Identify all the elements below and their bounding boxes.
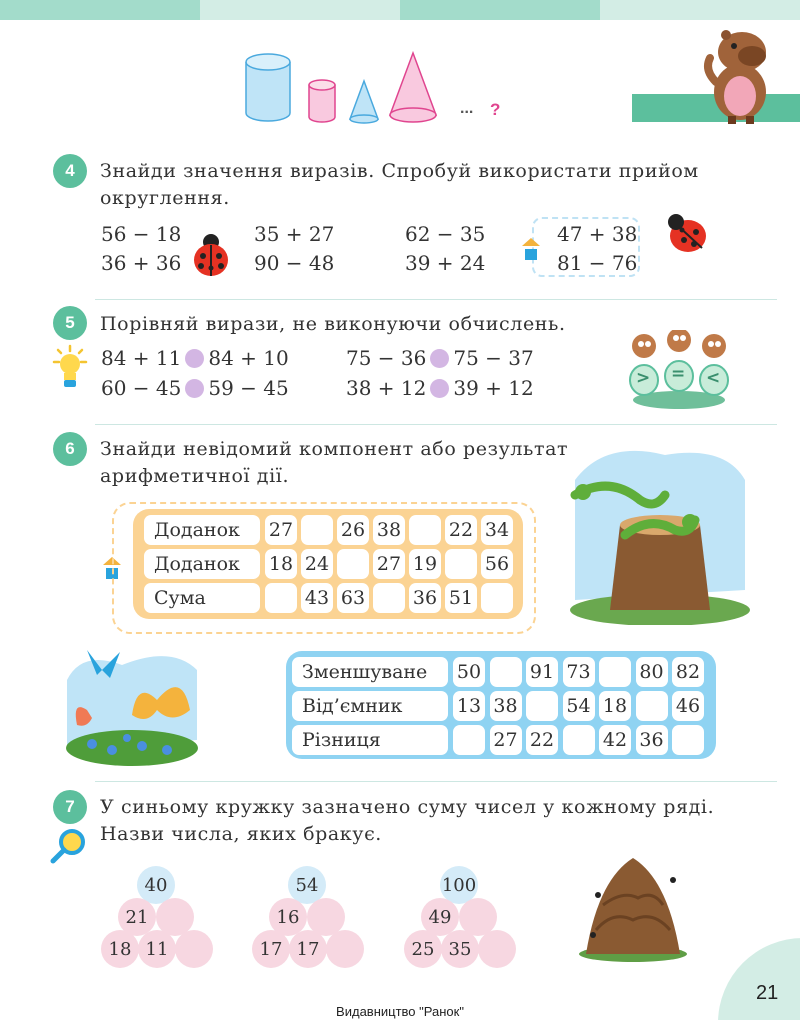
addition-table-cell[interactable] [373,583,405,613]
subtraction-table-cell: 73 [563,657,595,687]
section-divider [95,781,777,782]
magnifier-icon [48,826,88,866]
addition-table-cell: 36 [409,583,441,613]
shapes-question-mark: ? [490,100,501,119]
pyramid-number-circle[interactable] [326,930,364,968]
subtraction-table-cell: 13 [453,691,485,721]
task-4-number: 4 [53,154,87,188]
addition-table-cell[interactable] [337,549,369,579]
addition-table-row-label: Доданок [144,515,260,545]
task-6-text-line1: Знайди невідомий компонент або результат [100,438,569,460]
task-4-expression: 90 − 48 [254,251,335,275]
task-5-text: Порівняй вирази, не виконуючи обчислень. [100,313,566,335]
task-4-text-line2: округлення. [100,187,230,209]
pyramid-sum-circle: 40 [137,866,175,904]
pyramid-sum-circle: 54 [288,866,326,904]
subtraction-table-cell[interactable] [672,725,704,755]
addition-table-cell[interactable] [445,549,477,579]
blue-cone-icon [350,81,378,123]
addition-table-cell: 51 [445,583,477,613]
pyramid-number-circle: 11 [138,930,176,968]
comparison-right: 59 − 45 [208,376,289,400]
subtraction-table-row-label: Від’ємник [292,691,448,721]
lightbulb-icon [50,344,90,390]
subtraction-table-cell: 22 [526,725,558,755]
header-stripe [0,0,200,20]
pink-cone-icon [390,53,436,122]
pyramid-number-circle: 17 [252,930,290,968]
addition-table-cell: 18 [265,549,297,579]
task-5-number: 5 [53,306,87,340]
task-4-expression: 81 − 76 [557,251,638,275]
task-7-number: 7 [53,790,87,824]
geometric-shapes-illustration [240,45,450,127]
subtraction-table-cell[interactable] [453,725,485,755]
home-task-icon [521,237,541,261]
header-stripe [400,0,600,20]
pyramid-number-circle[interactable] [478,930,516,968]
task-4-expression: 62 − 35 [405,222,486,246]
subtraction-table-cell: 80 [636,657,668,687]
task-6-number: 6 [53,432,87,466]
subtraction-table-cell[interactable] [563,725,595,755]
task-6-text-line2: арифметичної дії. [100,465,290,487]
pyramid-sum-circle: 100 [440,866,478,904]
subtraction-table-cell: 18 [599,691,631,721]
subtraction-table-cell: 91 [526,657,558,687]
subtraction-table-cell[interactable] [636,691,668,721]
page-number: 21 [756,982,779,1004]
comparison-right: 39 + 12 [453,376,534,400]
addition-table-cell[interactable] [409,515,441,545]
ladybug-icon [664,210,710,256]
addition-table-cell: 27 [373,549,405,579]
task-4-expression: 35 + 27 [254,222,335,246]
subtraction-table-cell[interactable] [490,657,522,687]
subtraction-table-row-label: Зменшуване [292,657,448,687]
addition-table-cell: 27 [265,515,297,545]
addition-table-cell: 34 [481,515,513,545]
pyramid-number-circle: 49 [421,898,459,936]
addition-table-cell[interactable] [301,515,333,545]
comparison-left: 75 − 36 [346,346,427,370]
subtraction-table-cell: 82 [672,657,704,687]
addition-table-row-label: Доданок [144,549,260,579]
comparison-row [101,376,289,400]
task-7-text-line1: У синьому кружку зазначено суму чисел у кожному ряді. [100,796,715,818]
pink-cylinder-icon [309,80,335,122]
comparison-circle[interactable] [185,379,204,398]
greater-sign: > [636,368,651,388]
addition-table-cell: 63 [337,583,369,613]
less-sign: < [706,368,721,388]
subtraction-table-cell: 42 [599,725,631,755]
addition-table-cell: 38 [373,515,405,545]
addition-table-cell: 19 [409,549,441,579]
comparison-left: 38 + 12 [346,376,427,400]
ladybug-icon [189,230,233,278]
task-4-text-line1: Знайди значення виразів. Спробуй використати прийом [100,160,699,182]
shapes-ellipsis: ... [460,100,474,117]
subtraction-table-cell[interactable] [526,691,558,721]
pyramid-number-circle: 35 [441,930,479,968]
addition-table-cell: 43 [301,583,333,613]
comparison-left: 84 + 11 [101,346,182,370]
addition-table-cell[interactable] [481,583,513,613]
subtraction-table-cell: 27 [490,725,522,755]
comparison-row [346,346,534,370]
comparison-signs-illustration [626,330,732,410]
addition-table-cell: 24 [301,549,333,579]
pyramid-number-circle[interactable] [175,930,213,968]
equal-sign: = [671,364,686,384]
task-4-expression: 56 − 18 [101,222,182,246]
anthill-illustration [578,850,688,962]
task-7-text-line2: Назви числа, яких бракує. [100,823,382,845]
pyramid-number-circle: 25 [404,930,442,968]
tree-stump-lizards-illustration [565,440,750,625]
addition-table-cell: 22 [445,515,477,545]
task-4-expression: 39 + 24 [405,251,486,275]
subtraction-table-row-label: Різниця [292,725,448,755]
subtraction-table-cell: 46 [672,691,704,721]
subtraction-table-cell: 36 [636,725,668,755]
section-divider [95,299,777,300]
addition-table-cell: 56 [481,549,513,579]
section-divider [95,424,777,425]
subtraction-table-cell: 54 [563,691,595,721]
addition-table-cell: 26 [337,515,369,545]
pyramid-number-circle: 16 [269,898,307,936]
butterflies-meadow-illustration [62,640,202,768]
comparison-row [101,346,289,370]
header-stripe [200,0,400,20]
comparison-row [346,376,534,400]
pyramid-number-circle: 17 [289,930,327,968]
comparison-circle[interactable] [185,349,204,368]
comparison-left: 60 − 45 [101,376,182,400]
subtraction-table-cell: 38 [490,691,522,721]
pyramid-number-circle: 18 [101,930,139,968]
comparison-circle[interactable] [430,379,449,398]
subtraction-table-cell: 50 [453,657,485,687]
addition-table-row-label: Сума [144,583,260,613]
subtraction-table-cell[interactable] [599,657,631,687]
task-4-expression: 36 + 36 [101,251,182,275]
comparison-right: 75 − 37 [453,346,534,370]
header-stripe [600,0,800,20]
comparison-circle[interactable] [430,349,449,368]
capybara-mascot-icon [700,26,780,124]
comparison-right: 84 + 10 [208,346,289,370]
publisher-footer: Видавництво "Ранок" [336,1004,464,1019]
pyramid-number-circle: 21 [118,898,156,936]
addition-table-cell[interactable] [265,583,297,613]
blue-cylinder-icon [246,54,290,121]
task-4-expression: 47 + 38 [557,222,638,246]
